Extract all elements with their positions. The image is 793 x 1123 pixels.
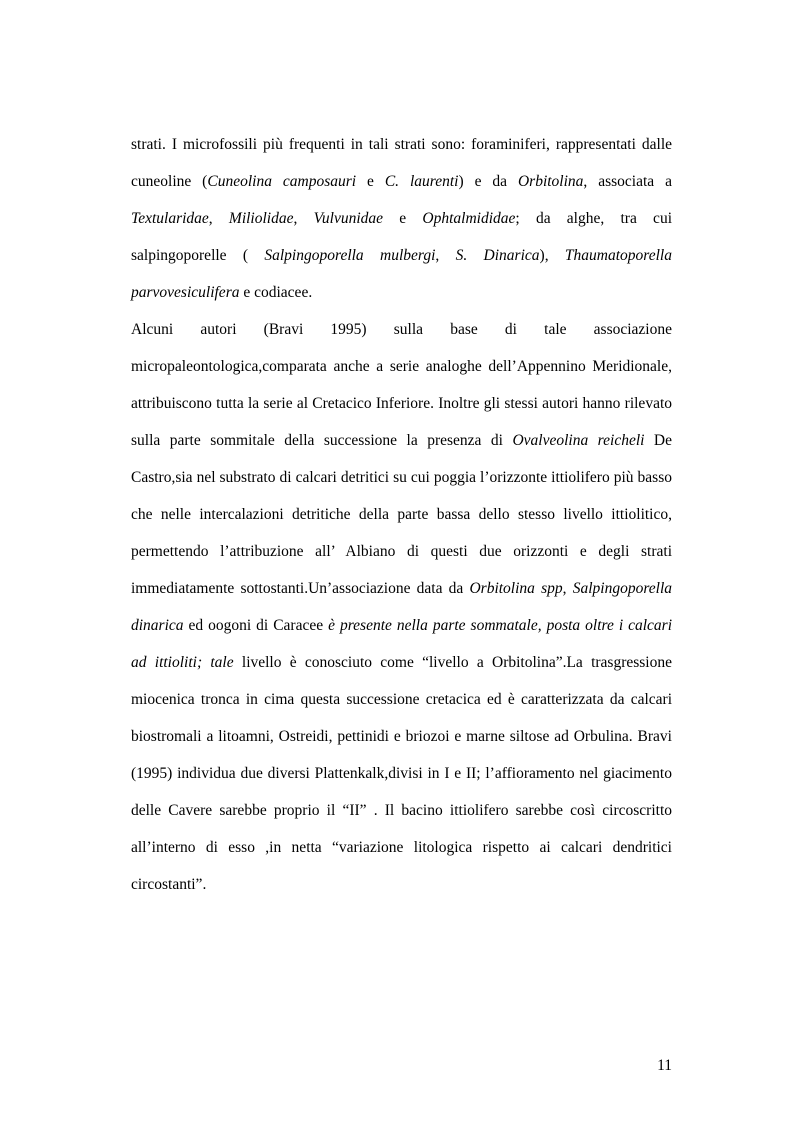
species-name: Salpingoporella mulbergi [264, 247, 436, 264]
species-name: Thaumatoporella parvovesiculifera [131, 247, 672, 301]
text-segment: e [383, 210, 423, 227]
species-name: C. laurenti [384, 173, 459, 190]
text-segment: De Castro,sia nel substrato di calcari detritici su cui poggia l’orizzonte ittiolifero più basso che nelle intercalazioni detritiche della parte bassa dello stesso livello ittiolitico, permettendo l’attribuzione all’ Albiano di questi due orizzonti e degli strati immediatamente sottostanti.Un’associazione data da [131, 432, 672, 597]
species-name: Salpingoporella dinarica [131, 580, 673, 634]
species-name: S. Dinarica [455, 247, 540, 264]
text-segment: , [562, 580, 573, 597]
family-name: Vulvunidae [313, 210, 384, 227]
species-name: Ovalveolina reicheli [512, 432, 645, 449]
text-segment: , associata a [583, 173, 672, 190]
family-name: Textularidae [131, 210, 209, 227]
paragraph-1 [131, 126, 672, 311]
text-segment: , [435, 247, 456, 264]
family-name: Ophtalmididae [422, 210, 516, 227]
genus-name: Orbitolina [517, 173, 584, 190]
text-segment: , [208, 210, 229, 227]
text-segment: livello è conosciuto come “livello a Orbitolina”.La trasgressione miocenica tronca in cima questa successione cretacica ed è caratterizzata da calcari biostromali a litoamni, Ostreidi, pettinidi e briozoi e marne siltose ad Orbulina. Bravi (1995) individua due diversi Plattenkalk,divisi in I e II; l’affioramento nel giacimento delle Cavere sarebbe proprio il “II” . Il bacino ittiolifero sarebbe così circoscritto all’interno di esso ,in netta “variazione litologica rispetto ai calcari dendritici circostanti”. [131, 654, 672, 893]
text-segment: e codiacee. [239, 284, 313, 301]
page-number: 11 [657, 1057, 672, 1074]
body-text [131, 126, 672, 903]
text-segment: Alcuni autori (Bravi 1995) sulla base di tale associazione micropaleontologica,comparata anche a serie analoghe dell’Appennino Meridionale, attribuiscono tutta la serie al Cretacico Inferiore. Inoltre gli stessi autori hanno rilevato sulla parte sommitale della successione la presenza di [131, 321, 672, 449]
species-name: Cuneolina camposauri [207, 173, 357, 190]
text-segment: strati. I microfossili più frequenti in tali strati sono: foraminiferi, rappresentati dalle cuneoline ( [131, 136, 672, 190]
text-segment: ; da alghe, tra cui salpingoporelle ( [131, 210, 672, 264]
italic-phrase: è presente nella parte sommatale, posta oltre i calcari ad ittioliti; tale [131, 617, 673, 671]
text-segment: ed oogoni di Caracee [183, 617, 329, 634]
text-segment: , [293, 210, 314, 227]
family-name: Miliolidae [228, 210, 294, 227]
text-segment: ) e da [458, 173, 518, 190]
text-segment: ), [539, 247, 565, 264]
paragraph-2 [131, 311, 672, 903]
text-segment: e [356, 173, 385, 190]
species-name: Orbitolina spp [469, 580, 563, 597]
